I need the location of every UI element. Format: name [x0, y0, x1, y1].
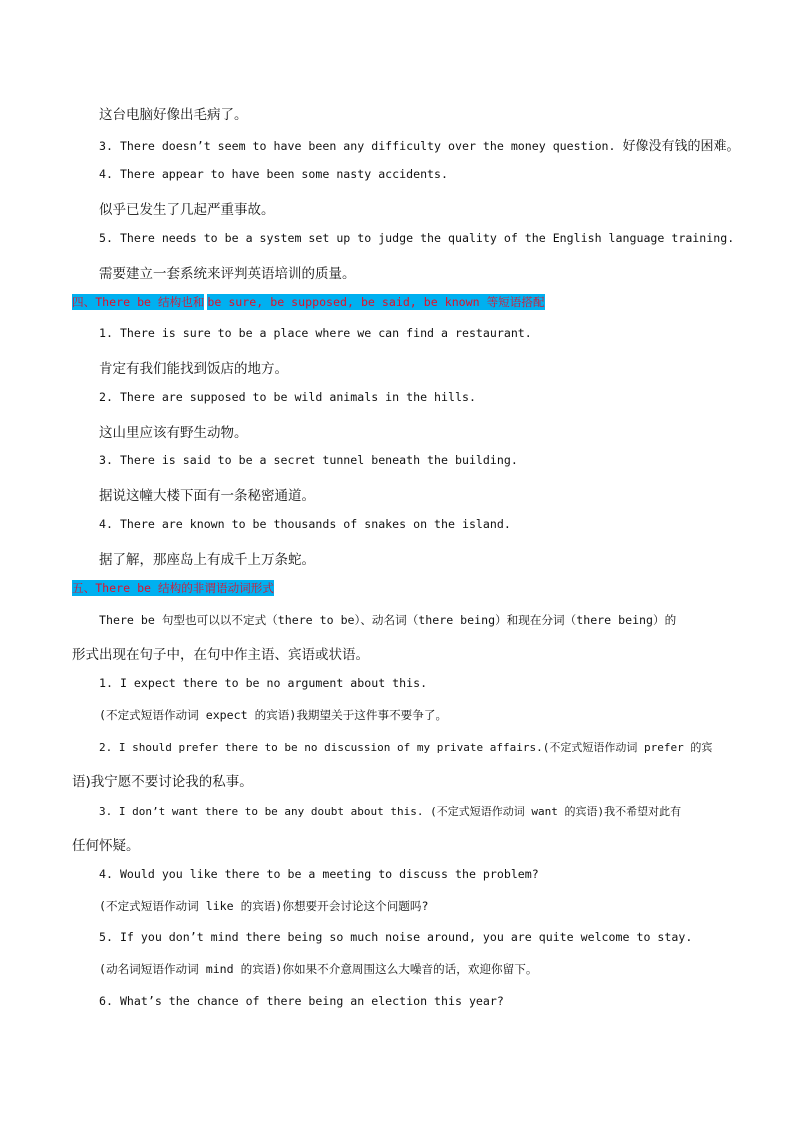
text-line: 形式出现在句子中，在句中作主语、宾语或状语。: [72, 647, 369, 663]
text-line: There be 句型也可以以不定式（there to be）、动名词（there being）和现在分词（there being）的: [99, 613, 677, 627]
text-line: 这台电脑好像出毛病了。: [99, 107, 248, 123]
text-line: 肯定有我们能找到饭店的地方。: [99, 361, 288, 377]
text-line: 3. There is said to be a secret tunnel beneath the building.: [99, 453, 518, 467]
text-line: 3. I don’t want there to be any doubt about this. (不定式短语作动词 want 的宾语)我不希望对此有: [99, 805, 682, 818]
text-line: 4. Would you like there to be a meeting to discuss the problem?: [99, 867, 539, 881]
text-line: 据说这幢大楼下面有一条秘密通道。: [99, 488, 315, 504]
text-line: 需要建立一套系统来评判英语培训的质量。: [99, 266, 356, 282]
text-line: 5. There needs to be a system set up to judge the quality of the English language training.: [99, 231, 735, 245]
text-line: (动名词短语作动词 mind 的宾语)你如果不介意周围这么大噪音的话，欢迎你留下。: [99, 962, 538, 976]
text-line: 2. There are supposed to be wild animals in the hills.: [99, 390, 476, 404]
section-heading-4: [72, 292, 545, 312]
text-line: 任何怀疑。: [72, 838, 140, 854]
text-line: 语)我宁愿不要讨论我的私事。: [72, 774, 253, 790]
english-sentence: 3. There doesn’t seem to have been any difficulty over the money question.: [99, 139, 616, 153]
chinese-translation: 好像没有钱的困难。: [622, 139, 740, 154]
text-line: 1. I expect there to be no argument about this.: [99, 676, 428, 690]
text-line: 2. I should prefer there to be no discussion of my private affairs.(不定式短语作动词 prefer 的宾: [99, 741, 713, 754]
text-line: 似乎已发生了几起严重事故。: [99, 202, 275, 218]
heading-highlight: be sure, be supposed, be said, be known 等短语搭配: [207, 295, 545, 309]
heading-highlight: 四、There be 结构也和: [72, 295, 205, 309]
text-line: 这山里应该有野生动物。: [99, 425, 248, 441]
text-line: 据了解，那座岛上有成千上万条蛇。: [99, 552, 315, 568]
text-line: [99, 135, 740, 154]
text-line: 5. If you don’t mind there being so much noise around, you are quite welcome to stay.: [99, 930, 693, 944]
text-line: (不定式短语作动词 like 的宾语)你想要开会讨论这个问题吗?: [99, 899, 429, 913]
text-line: 1. There is sure to be a place where we can find a restaurant.: [99, 326, 532, 340]
text-line: 4. There are known to be thousands of snakes on the island.: [99, 517, 511, 531]
text-line: (不定式短语作动词 expect 的宾语)我期望关于这件事不要争了。: [99, 708, 448, 722]
section-heading-5: [72, 578, 274, 598]
text-line: 4. There appear to have been some nasty accidents.: [99, 167, 449, 181]
heading-highlight: 五、There be 结构的非谓语动词形式: [72, 581, 274, 595]
text-line: 6. What’s the chance of there being an election this year?: [99, 994, 504, 1008]
